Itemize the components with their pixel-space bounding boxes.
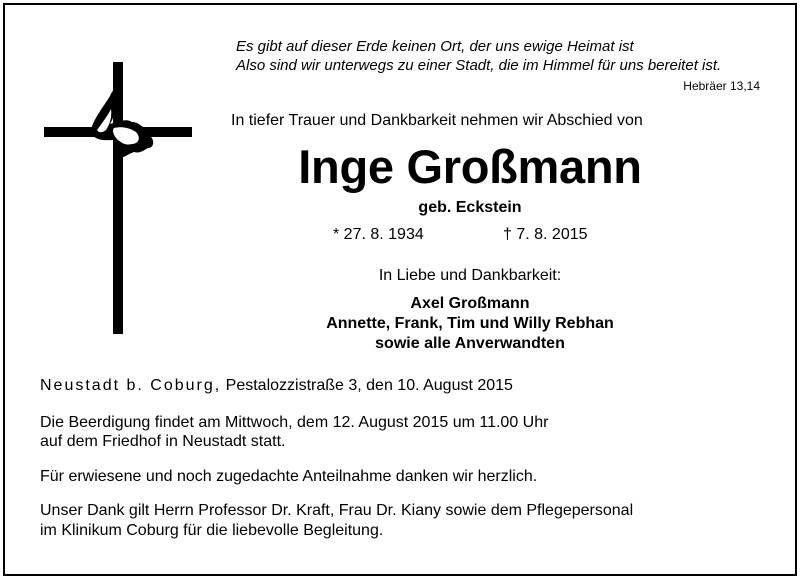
thanks-text: Für erwiesene und noch zugedachte Anteilnahme danken wir herzlich.: [40, 468, 538, 485]
funeral-line-1: Die Beerdigung findet am Mittwoch, dem 12. August 2015 um 11.00 Uhr: [40, 414, 549, 431]
address-line: [40, 378, 513, 394]
town-name: Neustadt b. Coburg,: [40, 377, 222, 394]
quote-line-1: Es gibt auf dieser Erde keinen Ort, der uns ewige Heimat ist: [236, 38, 634, 55]
deceased-name: Inge Großmann: [298, 140, 642, 193]
funeral-line-2: auf dem Friedhof in Neustadt statt.: [40, 433, 286, 450]
mourner-line-3: sowie alle Anverwandten: [375, 335, 565, 352]
quote-line-2: Also sind wir unterwegs zu einer Stadt, die im Himmel für uns bereitet ist.: [236, 57, 722, 74]
address-date: Pestalozzistraße 3, den 10. August 2015: [225, 377, 513, 394]
birth-date: * 27. 8. 1934: [333, 226, 424, 243]
death-date: † 7. 8. 2015: [503, 226, 588, 243]
maiden-name: geb. Eckstein: [418, 199, 522, 216]
mourner-line-1: Axel Großmann: [410, 295, 530, 312]
mourners-intro: In Liebe und Dankbarkeit:: [378, 267, 562, 284]
cross-icon: [44, 62, 192, 334]
intro-text: In tiefer Trauer und Dankbarkeit nehmen wir Abschied von: [231, 112, 643, 129]
gratitude-line-2: im Klinikum Coburg für die liebevolle Begleitung.: [40, 522, 384, 539]
quote-source: Hebräer 13,14: [683, 79, 760, 93]
gratitude-line-1: Unser Dank gilt Herrn Professor Dr. Kraft, Frau Dr. Kiany sowie dem Pflegepersonal: [40, 502, 634, 519]
mourner-line-2: Annette, Frank, Tim und Willy Rebhan: [326, 315, 614, 332]
